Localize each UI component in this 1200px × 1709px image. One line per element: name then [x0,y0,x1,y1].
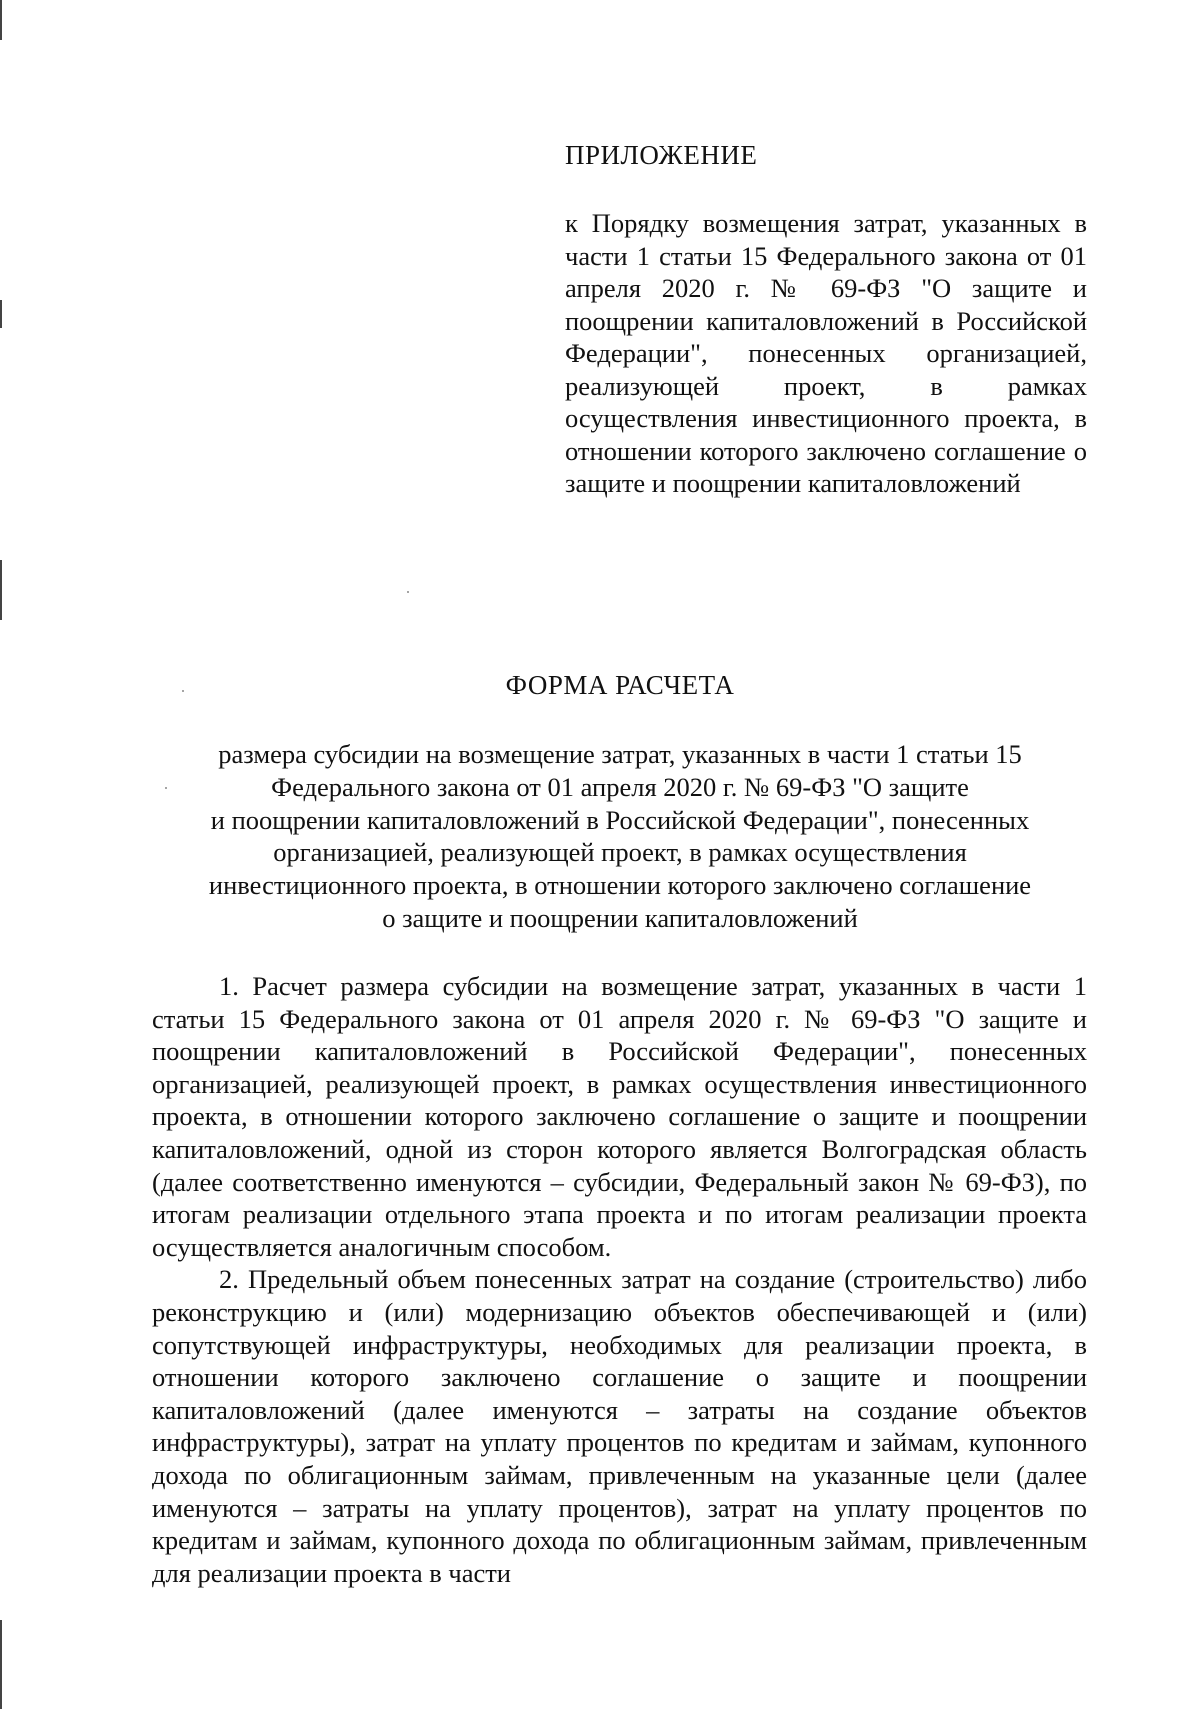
scan-edge-mark [0,300,2,328]
subtitle-line: и поощрении капиталовложений в Российской Федерации", понесенных [210,804,1030,835]
document-body [152,970,1087,1589]
paragraph-1: 1. Расчет размера субсидии на возмещение затрат, указанных в части 1 статьи 15 Федерального закона от 01 апреля 2020 г. № 69-ФЗ "О защите и поощрении капиталовложений в Российской Федерации", понесенных организацией, реализующей проект, в рамках осуществления инвестиционного проекта, в отношении которого заключено соглашение о защите и поощрении капиталовложений, одной из сторон которого является Волгоградская область (далее соответственно именуются – субсидии, Федеральный закон № 69-ФЗ), по итогам реализации отдельного этапа проекта и по итогам реализации проекта осуществляется аналогичным способом. [152,971,1087,1262]
subtitle-line: о защите и поощрении капиталовложений [382,902,858,933]
subtitle-line: размера субсидии на возмещение затрат, указанных в части 1 статьи 15 [218,739,1022,769]
subtitle-line: организацией, реализующей проект, в рамках осуществления [273,837,967,868]
appendix-reference: к Порядку возмещения затрат, указанных в части 1 статьи 15 Федерального закона от 01 апреля 2020 г. № 69-ФЗ "О защите и поощрении капиталовложений в Российской Федерации", понесенных организацией, реализующей проект, в рамках осуществления инвестиционного проекта, в отношении которого заключено соглашение о защите и поощрении капиталовложений [565,208,1087,498]
form-title: ФОРМА РАСЧЕТА [505,670,735,700]
scan-speck [407,591,409,593]
appendix-heading: ПРИЛОЖЕНИЕ [565,140,758,170]
scan-edge-mark [0,1620,2,1709]
subtitle-line: Федерального закона от 01 апреля 2020 г. № 69-ФЗ "О защите [271,771,969,802]
paragraph-2: 2. Предельный объем понесенных затрат на создание (строительство) либо реконструкцию и (или) модернизацию объектов обеспечивающей и (или) сопутствующей инфраструктуры, необходимых для реализации проекта, в отношении которого заключено соглашение о защите и поощрении капиталовложений (далее именуются – затраты на создание объектов инфраструктуры), затрат на уплату процентов по кредитам и займам, купонного дохода по облигационным займам, привлеченным на указанные цели (далее именуются – затраты на уплату процентов), затрат на уплату процентов по кредитам и займам, купонного дохода по облигационным займам, привлеченным для реализации проекта в части [152,1264,1087,1588]
scan-edge-mark [0,0,2,40]
subtitle-line: инвестиционного проекта, в отношении которого заключено соглашение [208,870,1032,901]
scan-edge-mark [0,560,2,620]
form-subtitle [0,738,1200,935]
